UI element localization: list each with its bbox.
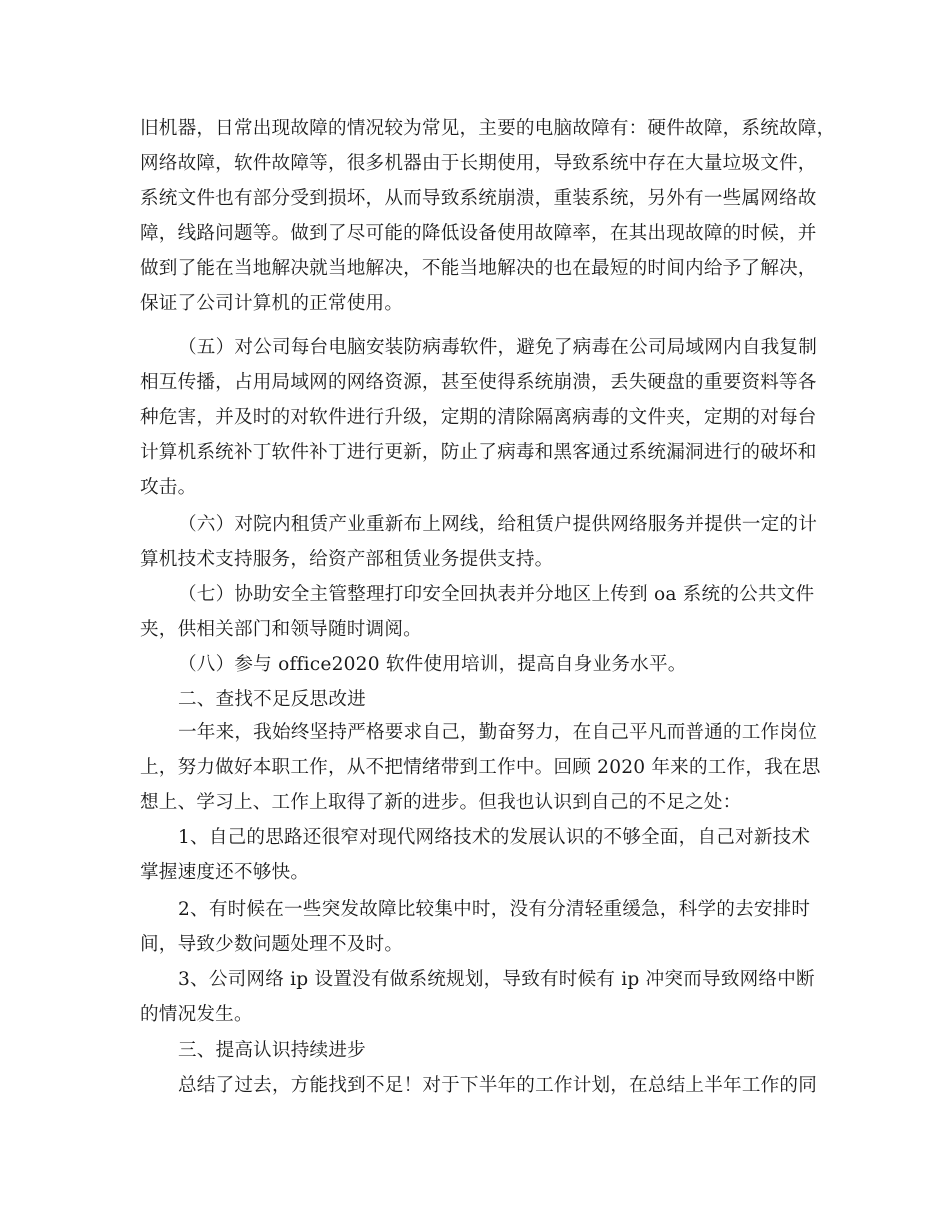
paragraph-first-line: （六）对院内租赁产业重新布上网线，给租赁户提供网络服务并提供一定的计 <box>178 514 817 535</box>
body-line: 网络故障，软件故障等，很多机器由于长期使用，导致系统中存在大量垃圾文件， <box>140 153 817 174</box>
section-heading: 三、提高认识持续进步 <box>178 1040 366 1061</box>
body-line: 夹，供相关部门和领导随时调阅。 <box>140 619 422 640</box>
paragraph-first-line: （五）对公司每台电脑安装防病毒软件，避免了病毒在公司局域网内自我复制 <box>178 337 817 358</box>
body-line: 想上、学习上、工作上取得了新的进步。但我也认识到自己的不足之处： <box>140 792 742 813</box>
body-line: 掌握速度还不够快。 <box>140 862 310 883</box>
body-line: 做到了能在当地解决就当地解决，不能当地解决的也在最短的时间内给予了解决， <box>140 258 817 279</box>
body-line: 旧机器，日常出现故障的情况较为常见，主要的电脑故障有：硬件故障，系统故障， <box>140 118 836 139</box>
body-line: 间，导致少数问题处理不及时。 <box>140 934 404 955</box>
paragraph-first-line: （七）协助安全主管整理打印安全回执表并分地区上传到 oa 系统的公共文件 <box>178 584 815 605</box>
body-line: 障，线路问题等。做到了尽可能的降低设备使用故障率，在其出现故障的时候，并 <box>140 223 817 244</box>
body-line: 攻击。 <box>140 477 197 498</box>
paragraph-first-line: 总结了过去，方能找到不足！对于下半年的工作计划，在总结上半年工作的同 <box>178 1075 817 1096</box>
paragraph-first-line: 一年来，我始终坚持严格要求自己，勤奋努力，在自己平凡而普通的工作岗位 <box>178 722 817 743</box>
body-line: 系统文件也有部分受到损坏，从而导致系统崩溃，重装系统，另外有一些属网络故 <box>140 188 817 209</box>
body-line: 保证了公司计算机的正常使用。 <box>140 293 404 314</box>
body-line: 种危害，并及时的对软件进行升级，定期的清除隔离病毒的文件夹，定期的对每台 <box>140 407 817 428</box>
body-line: 相互传播，占用局域网的网络资源，甚至使得系统崩溃，丢失硬盘的重要资料等各 <box>140 372 817 393</box>
body-line: 的情况发生。 <box>140 1004 253 1025</box>
section-heading: 二、查找不足反思改进 <box>178 689 366 710</box>
paragraph-first-line: 3、公司网络 ip 设置没有做系统规划，导致有时候有 ip 冲突而导致网络中断 <box>178 969 815 990</box>
paragraph-first-line: （八）参与 office2020 软件使用培训，提高自身业务水平。 <box>178 654 687 675</box>
body-line: 上，努力做好本职工作，从不把情绪带到工作中。回顾 2020 年来的工作，我在思 <box>140 757 821 778</box>
paragraph-first-line: 1、自己的思路还很窄对现代网络技术的发展认识的不够全面，自己对新技术 <box>178 827 811 848</box>
paragraph-first-line: 2、有时候在一些突发故障比较集中时，没有分清轻重缓急，科学的去安排时 <box>178 899 811 920</box>
body-line: 计算机系统补丁软件补丁进行更新，防止了病毒和黑客通过系统漏洞进行的破坏和 <box>140 442 817 463</box>
body-line: 算机技术支持服务，给资产部租赁业务提供支持。 <box>140 549 554 570</box>
